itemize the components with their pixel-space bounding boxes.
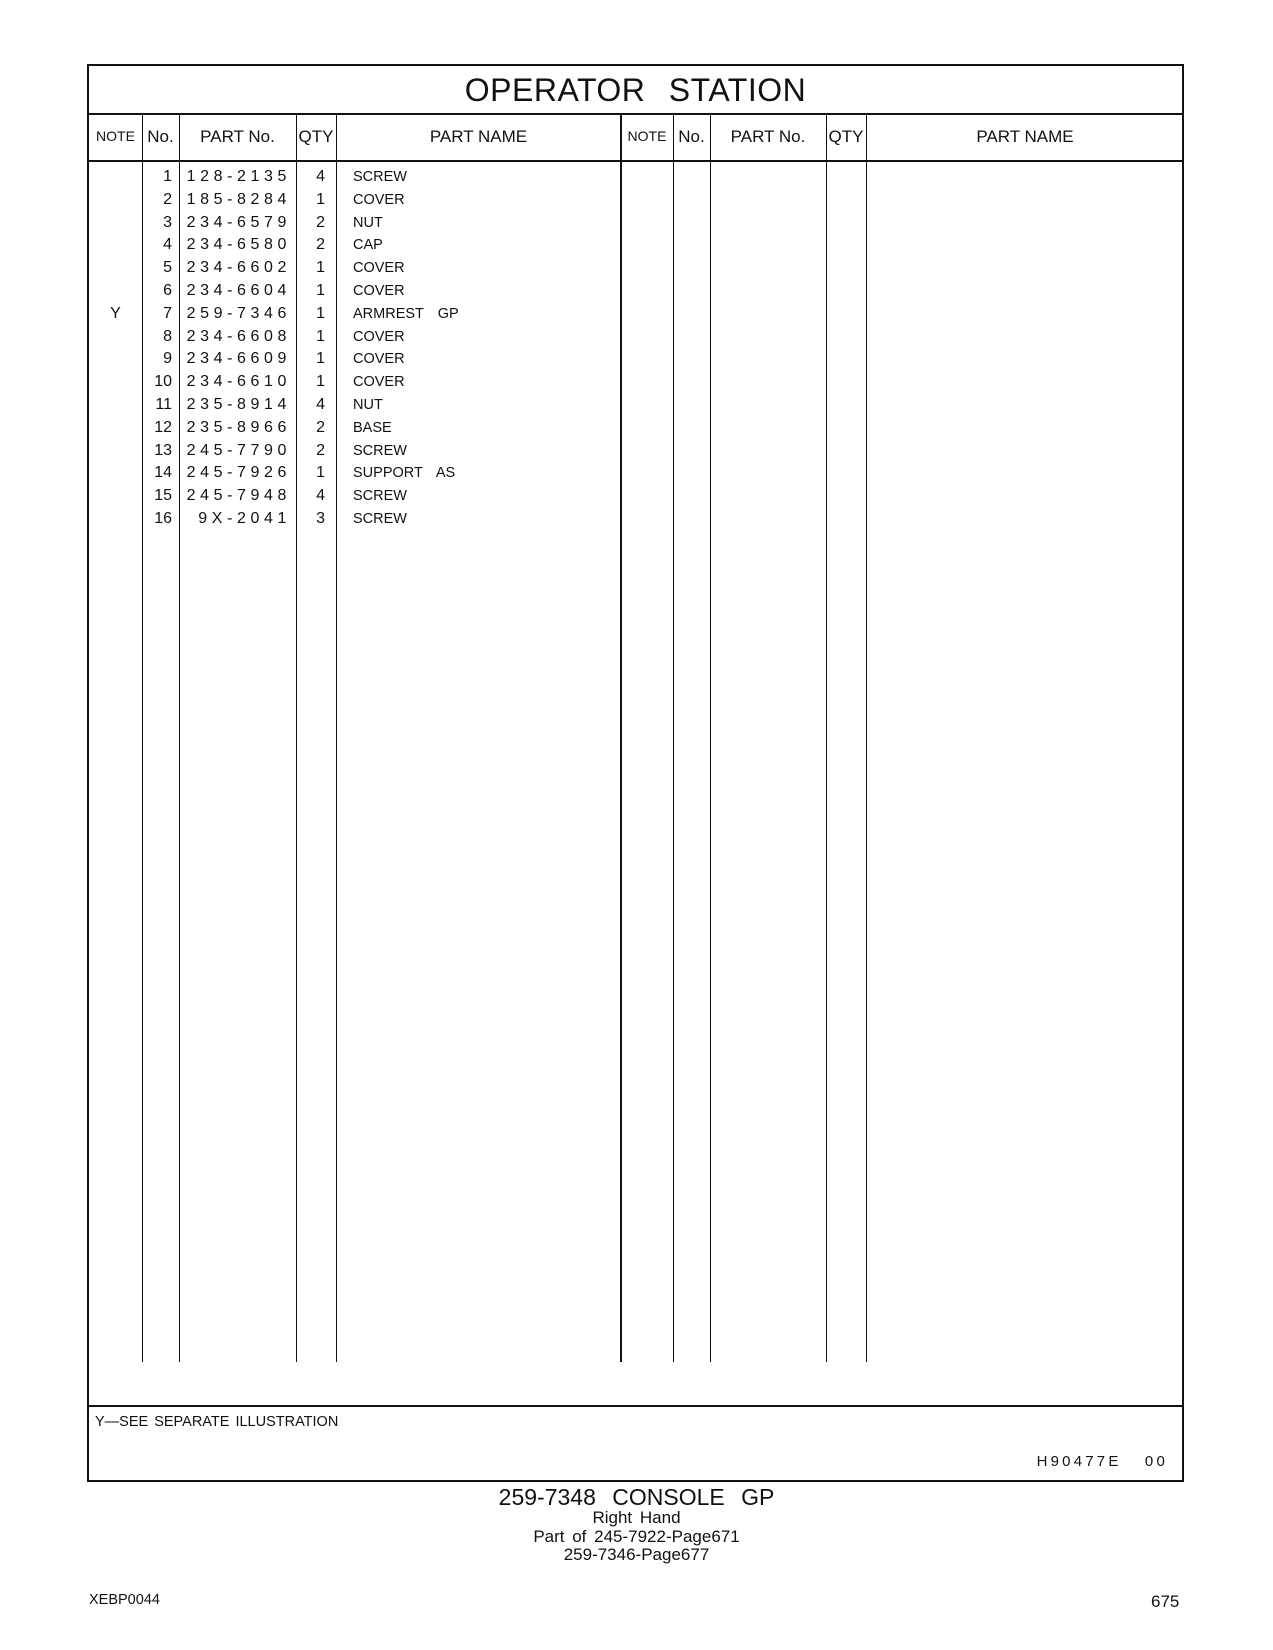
row-number: 12	[154, 418, 172, 436]
header-no-right: No.	[678, 127, 705, 146]
row-part-number: 234-6579	[186, 213, 291, 231]
table-row	[89, 257, 1182, 280]
row-number: 5	[163, 259, 172, 277]
row-part-number: 235-8914	[186, 396, 291, 413]
row-part-number: 259-7346	[186, 304, 291, 322]
header-note-right: NOTE	[627, 128, 667, 144]
header-no-left: No.	[147, 127, 174, 146]
row-part-number: 245-7790	[186, 441, 291, 459]
section-title: OPERATOR STATION	[89, 66, 1182, 115]
drawing-code: H90477E 00	[1036, 1453, 1168, 1470]
row-number: 6	[163, 282, 172, 299]
row-part-number: 234-6608	[186, 327, 291, 345]
row-part-name: SCREW	[353, 169, 407, 185]
page-number: 675	[1151, 1592, 1180, 1611]
row-quantity: 2	[316, 418, 325, 436]
table-row	[89, 166, 1182, 189]
row-part-name: BASE	[353, 419, 392, 436]
footnote: Y—SEE SEPARATE ILLUSTRATION	[95, 1414, 339, 1430]
header-part-no-left: PART No.	[200, 127, 275, 146]
row-part-number: 185-8284	[186, 190, 291, 208]
row-quantity: 2	[316, 441, 325, 459]
table-row	[89, 394, 1182, 417]
row-part-name: COVER	[353, 191, 405, 208]
row-quantity: 1	[316, 304, 325, 322]
row-quantity: 1	[316, 464, 325, 482]
footer-divider	[89, 1405, 1182, 1407]
caption	[0, 1486, 1273, 1565]
row-part-name: COVER	[353, 260, 405, 277]
caption-line: Part of 245-7922-Page671	[533, 1526, 740, 1546]
row-part-number: 235-8966	[186, 418, 291, 436]
row-quantity: 1	[316, 373, 325, 391]
row-quantity: 1	[316, 190, 325, 208]
row-quantity: 2	[316, 236, 325, 254]
row-quantity: 4	[316, 487, 325, 505]
table-row	[89, 371, 1182, 394]
row-number: 10	[154, 373, 172, 391]
row-part-name: CAP	[353, 237, 383, 254]
row-number: 1	[163, 168, 172, 185]
table-row	[89, 462, 1182, 485]
table-row	[89, 348, 1182, 371]
row-number: 7	[163, 304, 172, 322]
row-quantity: 1	[316, 350, 325, 368]
row-quantity: 3	[316, 510, 325, 527]
row-note: Y	[110, 304, 121, 322]
caption-line: 259-7346-Page677	[563, 1545, 710, 1564]
row-number: 4	[163, 236, 172, 254]
row-quantity: 2	[316, 213, 325, 231]
row-part-name: SUPPORT AS	[353, 465, 456, 482]
table-row	[89, 417, 1182, 440]
header-part-name-left: PART NAME	[429, 127, 528, 146]
row-quantity: 1	[316, 327, 325, 345]
row-quantity: 1	[316, 259, 325, 277]
header-note-left: NOTE	[96, 128, 135, 144]
row-number: 8	[163, 327, 172, 345]
table-row	[89, 485, 1182, 508]
table-row	[89, 234, 1182, 257]
header-qty-right: QTY	[828, 127, 864, 146]
row-number: 14	[154, 464, 172, 482]
row-part-number: 128-2135	[186, 168, 291, 185]
row-part-number: 234-6604	[186, 282, 291, 299]
row-part-name: COVER	[353, 283, 405, 299]
table-row	[89, 189, 1182, 212]
row-number: 13	[154, 441, 172, 459]
table-row	[89, 326, 1182, 349]
row-number: 2	[163, 190, 172, 208]
row-number: 9	[163, 350, 172, 368]
row-part-number: 9X-2041	[198, 510, 291, 527]
table-header	[89, 113, 1182, 162]
row-part-number: 234-6602	[186, 259, 291, 277]
row-part-name: COVER	[353, 328, 405, 345]
caption-line: Right Hand	[592, 1508, 681, 1527]
row-part-number: 245-7948	[186, 487, 291, 505]
row-part-name: ARMREST GP	[353, 305, 459, 322]
row-part-name: NUT	[353, 214, 383, 231]
table-row	[89, 508, 1182, 531]
header-part-no-right: PART No.	[730, 127, 806, 146]
row-part-name: SCREW	[353, 511, 407, 527]
row-part-number: 234-6609	[186, 350, 291, 368]
table-row	[89, 280, 1182, 303]
row-part-name: COVER	[353, 374, 405, 391]
row-number: 15	[154, 487, 172, 505]
row-part-number: 234-6580	[186, 236, 291, 254]
header-part-name-right: PART NAME	[976, 127, 1074, 146]
caption-title: 259-7348 CONSOLE GP	[498, 1484, 775, 1510]
table-row	[89, 440, 1182, 463]
row-part-number: 234-6610	[186, 373, 291, 391]
row-number: 3	[163, 213, 172, 231]
row-quantity: 4	[316, 168, 325, 185]
row-number: 16	[154, 510, 172, 527]
row-part-name: COVER	[353, 351, 405, 368]
header-qty-left: QTY	[298, 127, 334, 146]
row-quantity: 4	[316, 396, 325, 413]
table-row	[89, 303, 1182, 326]
parts-table	[87, 64, 1184, 1482]
row-part-name: SCREW	[353, 442, 407, 459]
row-part-number: 245-7926	[186, 464, 291, 482]
document-id: XEBP0044	[89, 1592, 160, 1608]
row-part-name: NUT	[353, 397, 383, 413]
row-quantity: 1	[316, 282, 325, 299]
row-number: 11	[155, 396, 172, 413]
table-row	[89, 212, 1182, 235]
row-part-name: SCREW	[353, 488, 407, 505]
